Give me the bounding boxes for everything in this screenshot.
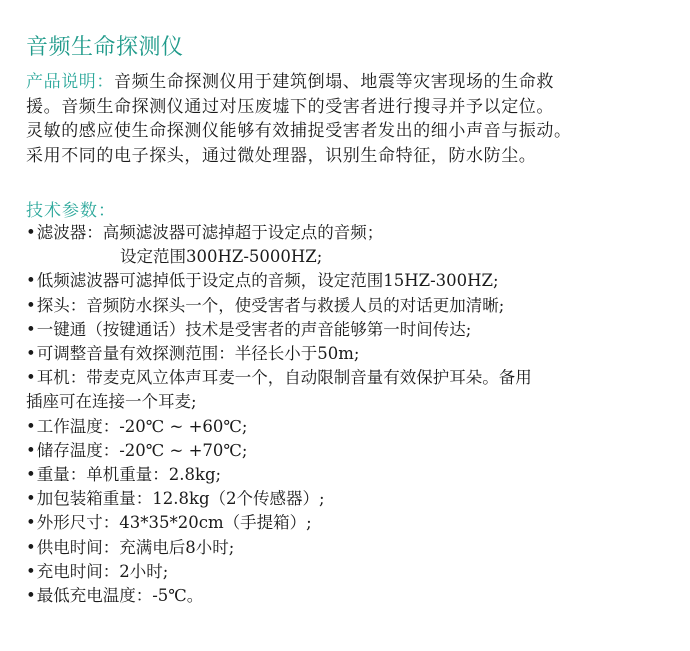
description-line: 灵敏的感应使生命探测仪能够有效捕捉受害者发出的细小声音与振动。 [26,121,572,141]
description-line: 援。音频生命探测仪通过对压废墟下的受害者进行搜寻并予以定位。 [26,96,554,117]
param-item [26,463,676,487]
param-continuation: 插座可在连接一个耳麦; [26,392,197,412]
param-text: 加包装箱重量：12.8kg（2个传感器）; [36,489,325,509]
technical-params-list [26,221,676,608]
param-item [26,560,676,584]
description-line [26,70,666,95]
bullet: • [26,489,36,509]
param-text: 低频滤波器可滤掉低于设定点的音频，设定范围15HZ-300HZ; [36,271,499,291]
bullet: • [26,295,36,315]
param-item [26,584,676,608]
param-item [26,269,676,293]
technical-params-heading: 技术参数： [26,201,116,221]
param-text: 可调整音量有效探测范围：半径长小于50m; [36,344,360,364]
bullet: • [26,465,36,485]
bullet: • [26,319,36,339]
param-text: 探头：音频防水探头一个，使受害者与救援人员的对话更加清晰; [36,295,505,315]
param-item [26,536,676,560]
param-item [26,511,676,535]
param-continuation: 设定范围300HZ-5000HZ; [120,247,323,267]
page-title: 音频生命探测仪 [26,35,184,60]
param-text: 供电时间：充满电后8小时; [36,537,235,557]
bullet: • [26,368,36,388]
bullet: • [26,561,36,581]
bullet: • [26,537,36,557]
param-item [26,439,676,463]
param-text: 充电时间：2小时; [36,561,169,581]
bullet: • [26,513,36,533]
param-text: 耳机：带麦克风立体声耳麦一个，自动限制音量有效保护耳朵。备用 [36,368,532,388]
param-item [26,487,676,511]
description-line: 采用不同的电子探头，通过微处理器，识别生命特征，防水防尘。 [26,145,537,166]
bullet: • [26,271,36,291]
param-item [26,318,676,342]
product-description [26,70,666,168]
bullet: • [26,344,36,364]
param-text: 储存温度：-20℃ ~ +70℃; [36,440,248,460]
param-text: 滤波器：高频滤波器可滤掉超于设定点的音频； [36,223,384,242]
param-item [26,294,676,318]
param-item [26,342,676,366]
bullet: • [26,586,36,606]
param-item [26,366,676,414]
param-text: 重量：单机重量：2.8kg; [36,465,222,485]
bullet: • [26,223,36,242]
bullet: • [26,416,36,436]
param-text: 一键通（按键通话）技术是受害者的声音能够第一时间传达; [36,319,472,339]
description-text: 音频生命探测仪用于建筑倒塌、地震等灾害现场的生命救 [114,72,554,92]
param-text: 工作温度：-20℃ ~ +60℃; [36,416,248,436]
description-label: 产品说明： [26,72,114,92]
param-text: 最低充电温度：-5℃。 [36,586,204,606]
param-item [26,221,676,269]
bullet: • [26,440,36,460]
param-text: 外形尺寸：43*35*20cm（手提箱）; [36,513,312,533]
param-item [26,415,676,439]
